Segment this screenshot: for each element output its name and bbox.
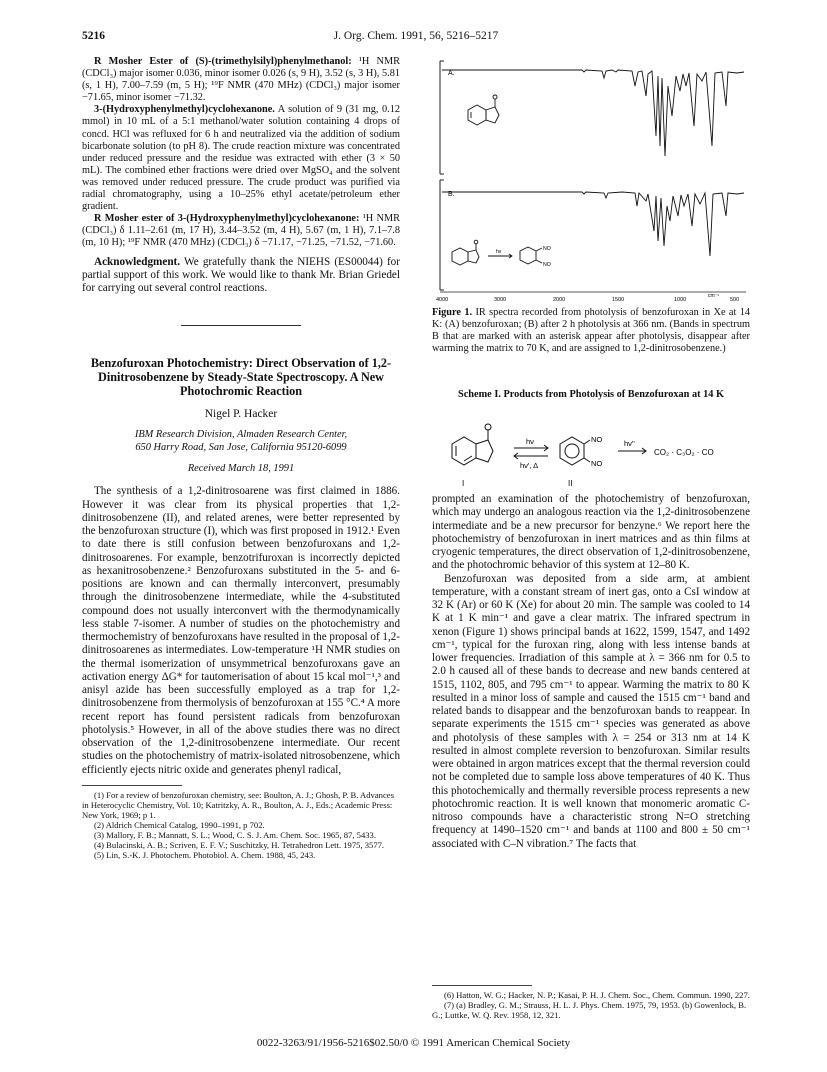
x-tick-500: 500	[730, 297, 740, 303]
scheme-1-diagram	[432, 414, 750, 490]
dinitrosobenzene-structure	[560, 437, 590, 465]
running-header	[82, 30, 750, 46]
experimental-paragraph-3	[82, 213, 400, 249]
sketch-no-label-2: NO	[543, 262, 551, 268]
footnote-divider	[82, 785, 182, 786]
footnote-5: (5) Lin, S.-K. J. Photochem. Photobiol. A. Chem. 1988, 45, 243.	[94, 849, 316, 860]
acknowledgment	[82, 256, 400, 296]
article-title: Benzofuroxan Photochemistry: Direct Observation of 1,2-Dinitrosobenzene by Steady-State Spectroscopy. A New Photochromic Reaction	[90, 356, 392, 399]
author-name: Nigel P. Hacker	[204, 408, 278, 421]
scheme-hv-label: hν	[526, 437, 534, 446]
footnote-4: (4) Bulacinski, A. B.; Scriven, E. F. V.; Suschitzky, H. Tetrahedron Lett. 1975, 3577.	[94, 839, 385, 850]
scheme-hv-heat-label: hν', Δ	[520, 461, 539, 470]
scheme-no-upper: NO	[591, 435, 603, 444]
article-body-right	[432, 493, 750, 851]
journal-citation: J. Org. Chem. 1991, 56, 5216–5217	[333, 30, 499, 42]
footnote-2: (2) Aldrich Chemical Catalog, 1990–1991, p 702.	[94, 819, 265, 830]
affiliation-line-1: IBM Research Division, Almaden Research Center,	[134, 429, 348, 441]
panel-a-label: A.	[448, 70, 455, 77]
footnotes-right	[432, 977, 750, 1020]
sketch-hv-label: hν	[496, 249, 502, 255]
x-axis	[436, 292, 746, 303]
compound-heading-1: R Mosher Ester of (S)-(trimethylsilyl)phenylmethanol:	[94, 56, 352, 67]
experimental-paragraph-2	[82, 104, 400, 213]
affiliation-line-2: 650 Harry Road, San Jose, California 95120-6099	[135, 441, 347, 453]
acknowledgment-text: We gratefully thank the NIEHS (ES00044) for partial support of this work. We would like to thank Mr. Brian Griedel for carrying out several control reactions.	[82, 255, 400, 294]
x-tick-2000: 2000	[553, 297, 566, 303]
compound-label-I: I	[462, 479, 465, 488]
spectrum-b-trace	[442, 192, 744, 256]
footnote-6: (6) Hatton, W. G.; Hacker, N. P.; Kasai, P. H. J. Chem. Soc., Chem. Commun. 1990, 227.	[444, 990, 750, 1000]
experimental-paragraph-1	[82, 56, 400, 104]
decomposition-arrow	[618, 448, 646, 454]
scheme-products: CO₂ · C₃O₂ · CO	[654, 448, 714, 457]
scheme-hv2-label: hν''	[624, 439, 635, 448]
footnote-3: (3) Mallory, F. B.; Mannatt, S. L.; Wood, C. S. J. Am. Chem. Soc. 1965, 87, 5433.	[94, 829, 376, 840]
acknowledgment-heading: Acknowledgment.	[94, 255, 181, 268]
page-number: 5216	[82, 30, 105, 42]
scheme-1-title: Scheme I. Products from Photolysis of Benzofuroxan at 14 K	[458, 389, 724, 400]
page-footer: 0022-3263/91/1956-5216$02.50/0 © 1991 American Chemical Society	[256, 1037, 571, 1049]
left-column	[82, 56, 400, 860]
compound-label-II: II	[568, 479, 573, 488]
equilibrium-arrows	[514, 445, 548, 459]
figure-1-caption-text: IR spectra recorded from photolysis of benzofuroxan in Xe at 14 K: (A) benzofuroxan; (B) after 2 h photolysis at 366 nm. (Bands in spectrum B that are marked with an asterisk appear after photolysis, disappear after warming the matrix to 70 K, and are assigned to 1,2-dinitrosobenzene.)	[432, 307, 751, 354]
footnote-1: (1) For a review of benzofuroxan chemistry, see: Boulton, A. J.; Ghosh, P. B. Advances in Heterocyclic Chemistry, Vol. 10; Katritzky, A. R., Boulton, A. J., Eds.; Academic Press: New York, 1969; p 1.	[82, 789, 394, 820]
footnotes-left	[82, 790, 400, 860]
sketch-no-label-1: NO	[543, 246, 551, 252]
ir-spectra-figure	[432, 56, 750, 304]
panel-b-label: B.	[448, 191, 455, 198]
compound-data-2: A solution of 9 (31 mg, 0.12 mmol) in 10 mL of a 5:1 methanol/water solution containing 4 drops of concd. HCl was refluxed for 6 h and neutralized via the addition of sodium bicarbonate solution (to pH 8). The crude reaction mixture was concentrated under reduced pressure and the residue was extracted with ether (3 × 50 mL). The combined ether fractions were dried over MgSO₄ and the solvent was removed under reduced pressure. The crude product was purified via radial chromatography, using a 10–25% ethyl acetate/petroleum ether gradient.	[82, 104, 401, 213]
spectrum-a-trace	[442, 70, 744, 156]
body-paragraph-1: prompted an examination of the photochemistry of benzofuroxan, which may undergo an analogous reaction via the 1,2-dinitrosobenzene intermediate and be a new precursor for benzyne.⁶ We report here the photochemistry of benzofuroxan in inert matrices and as thin films at cryogenic temperatures, the direct observation of 1,2-dinitrosobenzene, and the photochromic behavior of this system at 12–80 K.	[432, 493, 750, 572]
x-tick-4000: 4000	[436, 297, 449, 303]
compound-heading-2: 3-(Hydroxyphenylmethyl)cyclohexanone.	[94, 104, 275, 116]
figure-1-caption	[432, 307, 750, 355]
scheme-no-lower: NO	[591, 459, 603, 468]
figure-1-caption-label: Figure 1.	[432, 307, 473, 318]
compound-heading-3: R Mosher ester of 3-(Hydroxyphenylmethyl)cyclohexanone:	[94, 213, 360, 225]
x-tick-1000: 1000	[674, 297, 687, 303]
received-date: Received March 18, 1991	[187, 463, 295, 475]
x-tick-3000: 3000	[494, 297, 507, 303]
compound-data-1: ¹H NMR (CDCl₃) major isomer 0.036, minor isomer 0.026 (s, 9 H), 3.52 (s, 3 H), 5.81 (s, 1 H), 7.00–7.59 (m, 5 H); ¹⁹F NMR (470 MHz) (CDCl₃) major isomer −71.65, minor isomer −71.32.	[82, 56, 400, 104]
compound-data-3: ¹H NMR (CDCl₃) δ 1.11–2.61 (m, 17 H), 3.44–3.52 (m, 4 H), 5.67 (m, 1 H), 7.1–7.8 (m, 10 H); ¹⁹F NMR (470 MHz) (CDCl₃) δ −71.17, −71.25, −71.52, −71.60.	[82, 213, 400, 249]
x-axis-unit: cm⁻¹	[708, 293, 719, 299]
benzofuroxan-structure-a	[468, 95, 499, 125]
footnote-7: (7) (a) Bradley, G. M.; Strauss, H. L. J. Phys. Chem. 1975, 79, 1953. (b) Gowenlock, B. G.; Luttke, W. Q. Rev. 1958, 12, 321.	[432, 1000, 747, 1020]
article-divider	[181, 325, 301, 326]
author-affiliation	[82, 429, 400, 454]
x-tick-1500: 1500	[612, 297, 625, 303]
body-paragraph-2: Benzofuroxan was deposited from a side arm, at ambient temperature, with a constant stream of inert gas, onto a CsI window at 32 K (Ar) or 60 K (Xe) for about 20 min. The sample was cooled to 14 K at 1 K min⁻¹ and gave a clear matrix. The infrared spectrum in xenon (Figure 1) shows principal bands at 1622, 1599, 1547, and 1492 cm⁻¹, typical for the furoxan ring, along with less intense bands at lower frequencies. Irradiation of this sample at λ = 366 nm for 0.5 to 2.0 h caused all of these bands to decrease and new bands centered at 1515, 1102, 805, and 795 cm⁻¹ to appear. Warming the matrix to 80 K resulted in a minor loss of sample and caused the 1515 cm⁻¹ band and related bands to disappear and the benzofuroxan bands to reappear. In separate experiments the 1515 cm⁻¹ species was generated as above and photolysis of these samples with λ = 254 or 313 nm at 14 K resulted in almost complete reversion to benzofuroxan. Similar results were obtained in argon matrices except that the thermal reversion could not be completed due to sample loss above temperatures of 40 K. Thus this photochemically and thermally reversible process represents a new photochromic reaction. It is well known that monomeric aromatic C-nitroso compounds have a characteristic strong N=O stretching frequency at 1490–1520 cm⁻¹ and bands at 1100 and 800 ± 50 cm⁻¹ associated with C–N vibration.⁷ The facts that	[432, 572, 750, 850]
footnote-divider-right	[432, 985, 532, 986]
spectrum-panel-a	[440, 61, 744, 174]
spectrum-panel-b	[440, 180, 744, 290]
benzofuroxan-structure	[452, 424, 493, 465]
article-body-left: The synthesis of a 1,2-dinitrosoarene was first claimed in 1886. However it was clear from its physical properties that 1,2-dinitrosobenzene (II), and related arenes, were better represented by the benzofuroxan structure (I), which was first proposed in 1912.¹ Even to date there is still confusion between benzofuroxans and 1,2-dinitrosoarenes. For example, benzotrifuroxan is incorrectly depicted as hexanitrosobenzene.² Benzofuroxans substituted in the 5- and 6-positions are known and can thermally interconvert, presumably through the dinitrosobenzene intermediate, while the 4-substituted compound does not usually interconvert with the thermodynamically less stable 7-isomer. A number of studies on the photochemistry and thermochemistry of benzofuroxans have resulted in the proposal of 1,2-dinitrosoarenes as intermediates. Low-temperature ¹H NMR studies on the thermal isomerization of unsymmetrical benzofuroxans gave an activation energy ΔG* for tautomerisation of about 15 kcal mol⁻¹,³ and anisyl azide has been successfully employed as a trap for 1,2-dinitrosobenzene from thermolysis of benzofuroxan at 155 °C.⁴ A more recent report has found persistent radicals from benzofuroxan photolysis.⁵ However, in all of the above studies there was no direct observation of the 1,2-dinitrosobenzene intermediate. Our recent studies on the photochemistry of matrix-isolated nitrosobenzene, which efficiently ejects nitric oxide and generates phenyl radical,	[82, 485, 400, 776]
